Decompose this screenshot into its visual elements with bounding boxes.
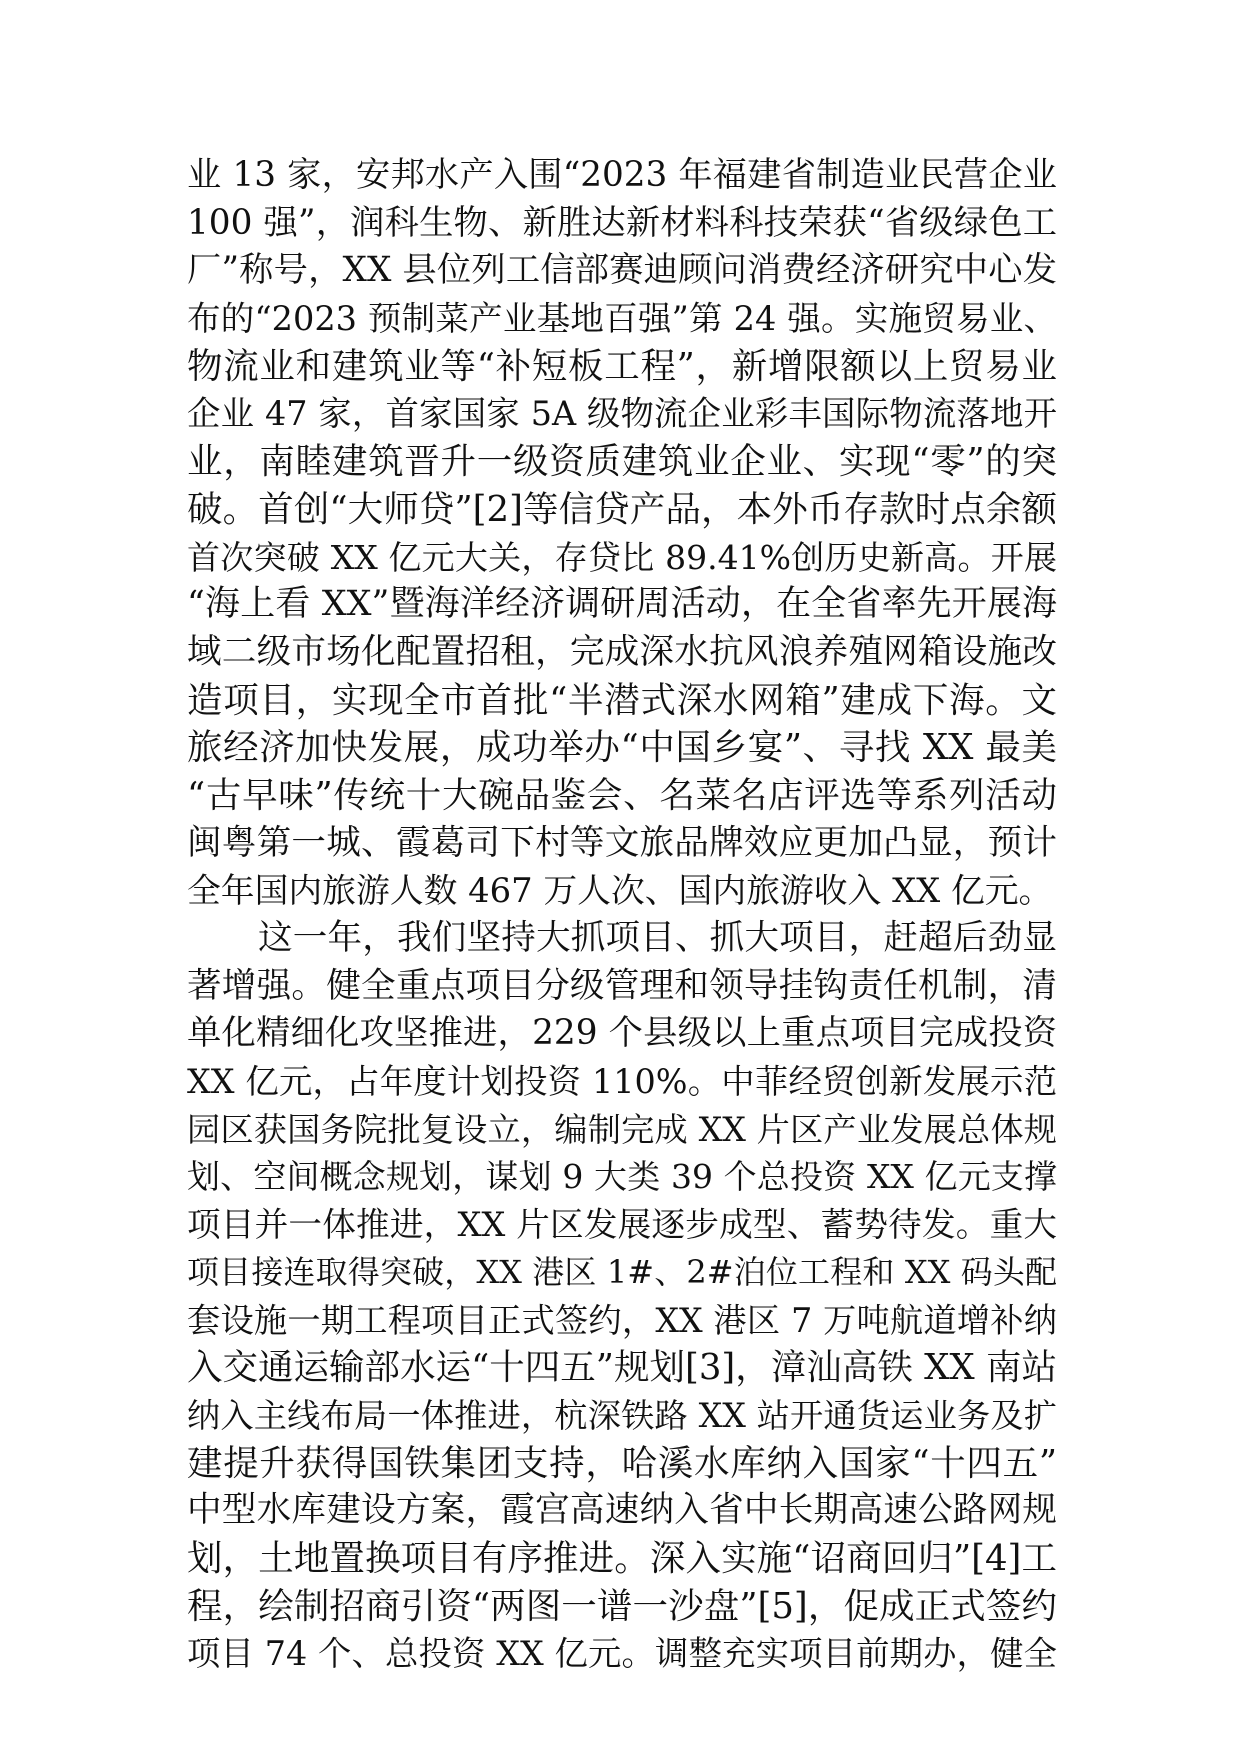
text-line: 程，绘制招商引资“两图一谱一沙盘”[5]，促成正式签约 [187, 1585, 1057, 1627]
text-line: 建提升获得国铁集团支持，哈溪水库纳入国家“十四五” [187, 1442, 1057, 1484]
text-line: 物流业和建筑业等“补短板工程”，新增限额以上贸易业 [187, 345, 1057, 387]
text-line: 100 强”，润科生物、新胜达新材料科技荣获“省级绿色工 [187, 202, 1057, 243]
text-line: 破。首创“大师贷”[2]等信贷产品，本外币存款时点余额 [187, 488, 1057, 530]
text-line: 业，南睦建筑晋升一级资质建筑业企业、实现“零”的突 [187, 441, 1057, 483]
text-line: 厂”称号，XX 县位列工信部赛迪顾问消费经济研究中心发 [187, 250, 1057, 291]
text-line: 纳入主线布局一体推进，杭深铁路 XX 站开通货运业务及扩 [187, 1395, 1057, 1435]
text-line: “古早味”传统十大碗品鉴会、名菜名店评选等系列活动 [187, 774, 1057, 816]
text-line: 造项目，实现全市首批“半潜式深水网箱”建成下海。文 [187, 679, 1057, 721]
text-line: 布的“2023 预制菜产业基地百强”第 24 强。实施贸易业、 [187, 299, 1057, 339]
body-text [187, 152, 1057, 1678]
text-line: XX 亿元，占年度计划投资 110%。中菲经贸创新发展示范 [187, 1062, 1057, 1102]
text-line: 入交通运输部水运“十四五”规划[3]，漳汕高铁 XX 南站 [187, 1347, 1057, 1389]
text-line: 园区获国务院批复设立，编制完成 XX 片区产业发展总体规 [187, 1109, 1057, 1149]
text-line: 划、空间概念规划，谋划 9 大类 39 个总投资 XX 亿元支撑 [187, 1157, 1057, 1197]
text-line: 全年国内旅游人数 467 万人次、国内旅游收入 XX 亿元。 [187, 871, 1053, 911]
text-line: 项目接连取得突破，XX 港区 1#、2#泊位工程和 XX 码头配 [187, 1252, 1057, 1291]
text-line: 项目 74 个、总投资 XX 亿元。调整充实项目前期办，健全 [187, 1634, 1057, 1674]
text-line: 域二级市场化配置招租，完成深水抗风浪养殖网箱设施改 [187, 631, 1057, 672]
text-line: “海上看 XX”暨海洋经济调研周活动，在全省率先开展海 [187, 584, 1057, 625]
paragraph [187, 915, 1057, 1678]
text-line: 旅经济加快发展，成功举办“中国乡宴”、寻找 XX 最美 [187, 727, 1057, 769]
text-line: 闽粤第一城、霞葛司下村等文旅品牌效应更加凸显，预计 [187, 822, 1057, 863]
text-line: 企业 47 家，首家国家 5A 级物流企业彩丰国际物流落地开 [187, 394, 1057, 434]
text-line: 这一年，我们坚持大抓项目、抓大项目，赶超后劲显 [258, 918, 1057, 958]
text-line: 套设施一期工程项目正式签约，XX 港区 7 万吨航道增补纳 [187, 1300, 1057, 1340]
text-line: 划，土地置换项目有序推进。深入实施“诏商回归”[4]工 [187, 1537, 1057, 1579]
text-line: 中型水库建设方案，霞宫高速纳入省中长期高速公路网规 [187, 1490, 1057, 1531]
text-line: 著增强。健全重点项目分级管理和领导挂钩责任机制，清 [187, 965, 1057, 1006]
text-line: 业 13 家，安邦水产入围“2023 年福建省制造业民营企业 [187, 155, 1057, 195]
text-line: 首次突破 XX 亿元大关，存贷比 89.41%创历史新高。开展 [187, 537, 1057, 577]
paragraph [187, 152, 1057, 915]
text-line: 单化精细化攻坚推进，229 个县级以上重点项目完成投资 [187, 1013, 1057, 1054]
text-line: 项目并一体推进，XX 片区发展逐步成型、蓄势待发。重大 [187, 1205, 1057, 1245]
